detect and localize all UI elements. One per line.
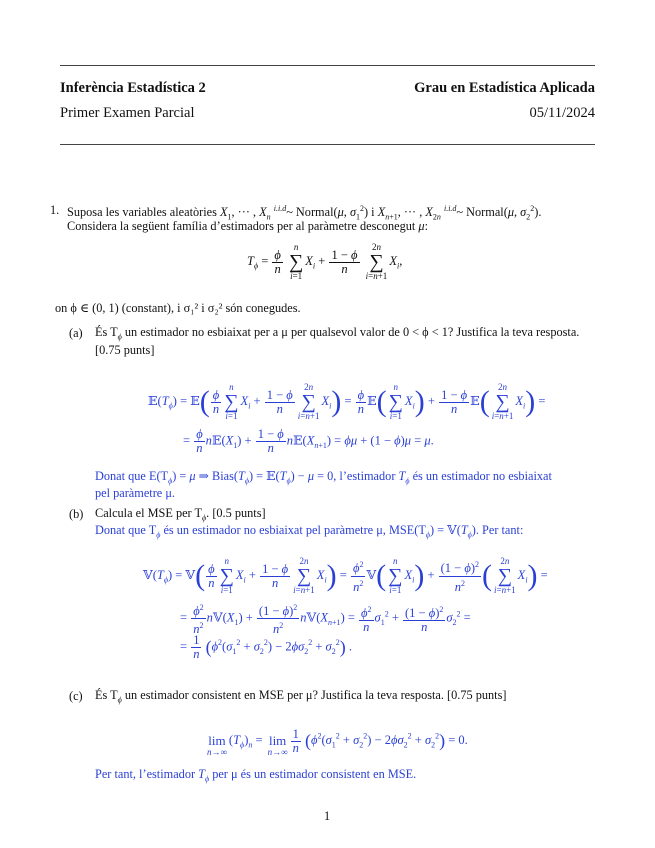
part-a-question: És $T_\phi$ un estimador no esbiaixat per a μ per qualsevol valor de 0 < ϕ < 1? Justifica la teva resposta. [95, 325, 580, 342]
bottom-rule [60, 144, 595, 145]
top-rule [60, 65, 595, 66]
part-c-limit-formula: lim $n\to\infty(T_\phi)_n$ = lim n→∞ $\frac{1}{n}$ $(\phi^2(\sigma_1^2 + \sigma_2^2) - 2\phi\sigma_2^2 + \sigma_2^2) = 0$. [207, 726, 468, 757]
degree-title: Grau en Estadística Aplicada [414, 80, 595, 96]
course-title: Inferència Estadística 2 [60, 80, 206, 96]
part-a-points: [0.75 punts] [95, 343, 155, 357]
part-a-answer-line-1: Donat que $E(T_\phi) = \mu$ ⇒ $Bias(T_\phi)$ = $𝔼(T_\phi) - \mu = 0$, l’estimador $T_\phi$ és un estimador no esbiaixat [95, 469, 552, 486]
part-b-question: Calcula el MSE per $T_\phi$. [0.5 punts] [95, 506, 266, 523]
part-c-answer: Per tant, l’estimador $T_\phi$ per μ és un estimador consistent en MSE. [95, 767, 417, 784]
estimator-family-formula: $T_\phi$ = $\frac{\phi}{n}$ n ∑ $i=1X_i$ + $\frac{1 - \phi}{n}$ 2n ∑ $i=n+1X_i$, [247, 242, 403, 281]
part-b-variance-line-3: = $\frac{1}{n}$ $(\phi^2(\sigma_1^2 + \sigma_2^2) - 2\phi\sigma_2^2 + \sigma_2^2)$ . [180, 633, 352, 661]
part-a-expectation-line-2: = $\frac{\phi}{n}$ $n𝔼(X_1)$ + $\frac{1 - \phi}{n}$ $n𝔼(X_{n+1}) = \phi\mu + (1 - \phi)\mu = \mu$. [183, 427, 434, 455]
exam-title: Primer Examen Parcial [60, 105, 195, 121]
problem-condition: on ϕ ∈ (0, 1) (constant), i σ₁² i σ₂² són conegudes. [55, 301, 301, 315]
part-a-label: (a) [69, 326, 83, 340]
problem-intro-line-1: Suposa les variables aleatòries $X_1$, ··· , $X_n$ $^{i.i.d}$~ Normal(μ, $\sigma_1^2$) i $X_{n+1}$, ··· , $X_{2n}$ $^{i.i.d}$~ Normal(μ, $\sigma_2^2$). [67, 204, 542, 222]
part-b-answer: Donat que $T_\phi$ és un estimador no esbiaixat pel paràmetre μ, $MSE(T_\phi)$ = $𝕍(T_\phi)$. Per tant: [95, 523, 524, 540]
part-a-expectation-line-1: $𝔼(T_\phi)$ = 𝔼( $\frac{\phi}{n}$ n ∑ $i=1X_i$ + $\frac{1 - \phi}{n}$ 2n ∑ $i=n+1X_i$) = $\frac{\phi}{n}$ 𝔼( n ∑ $i=1X_i$) + $\frac{1 - \phi}{n}$ 𝔼( 2n ∑ $i=n+1X_i$) = [148, 382, 546, 421]
part-b-variance-line-1: $𝕍(T_\phi)$ = 𝕍( $\frac{\phi}{n}$ n ∑ $i=1X_i$ + $\frac{1 - \phi}{n}$ 2n ∑ $i=n+1X_i$) = $\frac{\phi^2}{n^2}$ 𝕍( n ∑ $i=1X_i$) + $\frac{(1 - \phi)^2}{n^2}$ ( 2n ∑ $i=n+1X_i$) = [143, 556, 548, 595]
page-number: 1 [324, 809, 331, 823]
part-a-answer-line-2: pel paràmetre μ. [95, 486, 175, 500]
part-c-label: (c) [69, 689, 83, 703]
part-b-label: (b) [69, 507, 84, 521]
exam-date: 05/11/2024 [529, 105, 595, 121]
problem-number: 1. [50, 203, 60, 217]
part-c-question: És $T_\phi$ un estimador consistent en MSE per μ? Justifica la teva resposta. [0.75 punts] [95, 688, 507, 705]
problem-intro-line-2: Considera la següent família d’estimadors per al paràmetre desconegut μ: [67, 219, 428, 233]
part-b-variance-line-2: = $\frac{\phi^2}{n^2}$ $n𝕍(X_1)$ + $\frac{(1 - \phi)^2}{n^2}$ $n𝕍(X_{n+1})$ = $\frac{\phi^2}{n}$ $\sigma_1^2$ + $\frac{(1 - \phi)^2}{n}$ $\sigma_2^2$ = [180, 603, 471, 637]
